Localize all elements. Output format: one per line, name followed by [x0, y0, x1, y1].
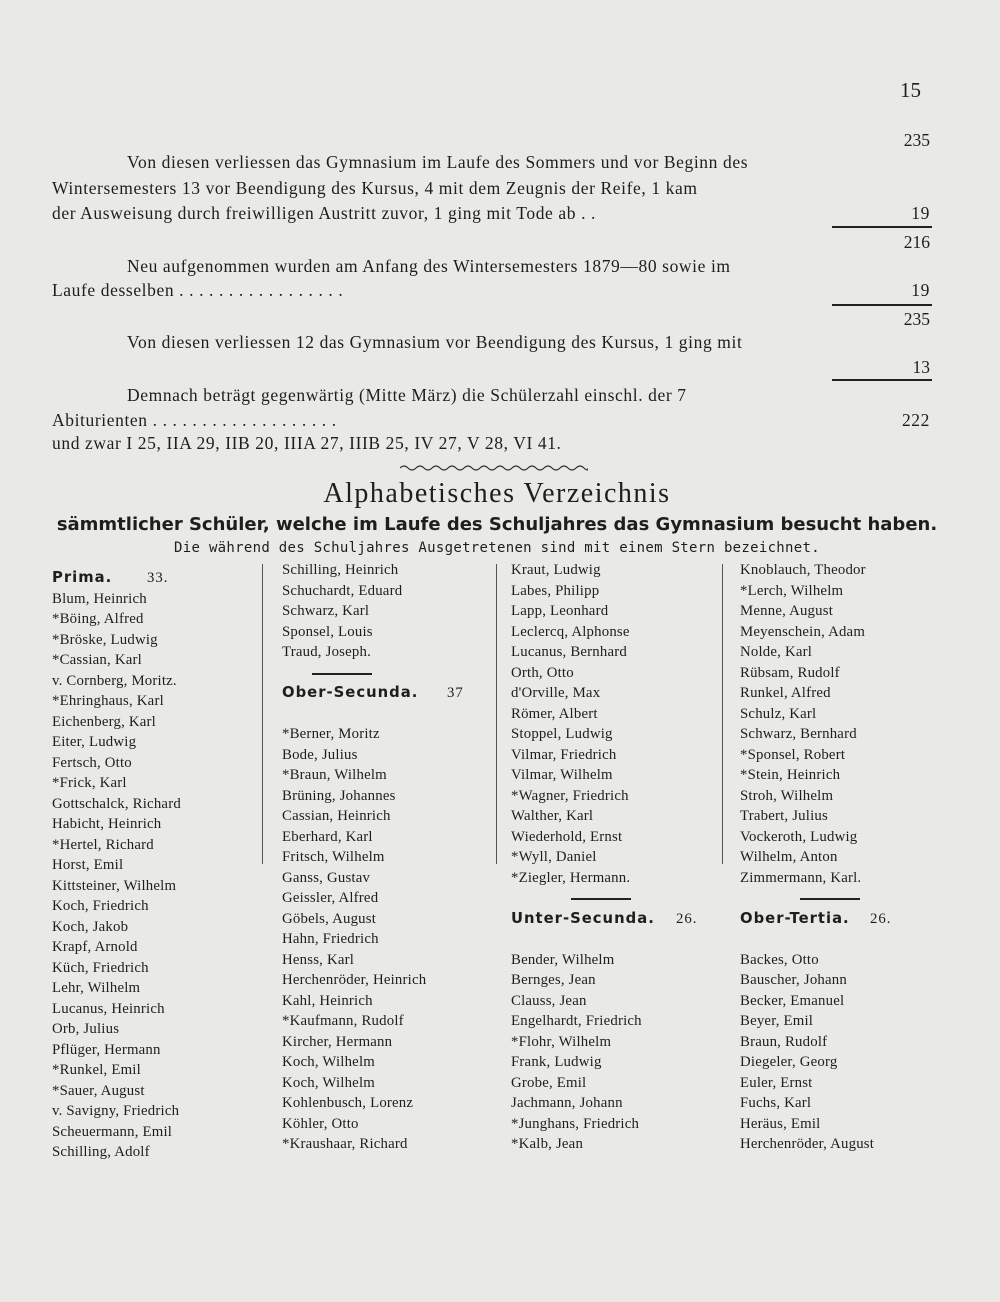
- student-entry: Herchenröder, Heinrich: [282, 972, 427, 988]
- para4-line2-text: Abiturienten . . . . . . . . . . . . . . . . . . .: [52, 410, 337, 430]
- para2-line2: [52, 280, 932, 306]
- student-column-4: [740, 560, 970, 1155]
- student-entry: Kahl, Heinrich: [282, 992, 373, 1009]
- student-entry: Schwarz, Karl: [282, 603, 370, 619]
- para2-line1: [52, 256, 932, 282]
- student-entry: Jachmann, Johann: [511, 1095, 623, 1111]
- student-entry: Rübsam, Rudolf: [740, 664, 840, 681]
- para1-line1: [52, 152, 932, 178]
- para1-line2: [52, 178, 932, 204]
- student-entry: Kohlenbusch, Lorenz: [282, 1095, 414, 1111]
- student-entry: Trabert, Julius: [740, 808, 828, 824]
- student-entry: Gottschalck, Richard: [52, 795, 181, 812]
- student-entry: Scheuermann, Emil: [52, 1123, 173, 1140]
- student-entry: Lehr, Wilhelm: [52, 980, 141, 996]
- student-entry: Kircher, Hermann: [282, 1033, 393, 1050]
- student-entry: Vilmar, Wilhelm: [511, 767, 613, 783]
- sum-rule-2: [832, 304, 932, 306]
- student-entry: Lapp, Leonhard: [511, 603, 609, 619]
- student-entry: Euler, Ernst: [740, 1074, 813, 1091]
- para4-line3: [52, 433, 932, 459]
- student-entry: Küch, Friedrich: [52, 959, 149, 976]
- class-heading-name: Unter-Secunda.: [511, 909, 655, 927]
- class-heading-count: 33.: [147, 570, 169, 586]
- student-entry: Eiter, Ludwig: [52, 734, 137, 750]
- student-entry: *Böing, Alfred: [52, 611, 144, 627]
- student-entry: *Bröske, Ludwig: [52, 631, 158, 648]
- para4-line1-text: Demnach beträgt gegenwärtig (Mitte März) die Schülerzahl einschl. der 7: [127, 385, 687, 405]
- class-heading-count: 26.: [676, 910, 698, 927]
- student-entry: Brüning, Johannes: [282, 787, 396, 804]
- student-entry: Diegeler, Georg: [740, 1054, 838, 1070]
- list-note: Die während des Schuljahres Ausgetretenen sind mit einem Stern bezeichnet.: [174, 540, 820, 556]
- student-entry: d'Orville, Max: [511, 685, 601, 701]
- student-entry: Engelhardt, Friedrich: [511, 1013, 642, 1029]
- para2-value: 19: [911, 280, 930, 300]
- student-entry: Geissler, Alfred: [282, 890, 379, 906]
- student-entry: Bernges, Jean: [511, 972, 596, 988]
- student-entry: Bauscher, Johann: [740, 972, 847, 988]
- list-title: Alphabetisches Verzeichnis: [323, 478, 671, 509]
- wavy-divider: [400, 464, 588, 472]
- student-entry: *Braun, Wilhelm: [282, 767, 387, 783]
- class-heading: [282, 683, 512, 704]
- column-divider-2: [496, 564, 497, 864]
- student-entry: Koch, Wilhelm: [282, 1054, 375, 1070]
- para1-line3: [52, 203, 932, 229]
- carry-in-value: 235: [903, 130, 930, 150]
- student-entry: Heräus, Emil: [740, 1115, 821, 1132]
- class-heading-name: Ober-Secunda.: [282, 684, 419, 701]
- para4-line3-text: und zwar I 25, IIA 29, IIB 20, IIIA 27, IIIB 25, IV 27, V 28, VI 41.: [52, 433, 562, 453]
- student-entry: Kraut, Ludwig: [511, 562, 601, 578]
- student-entry: Walther, Karl: [511, 808, 594, 824]
- student-entry: Schwarz, Bernhard: [740, 726, 857, 742]
- student-entry: *Junghans, Friedrich: [511, 1115, 640, 1132]
- student-entry: Fritsch, Wilhelm: [282, 849, 385, 865]
- para4-value: 222: [901, 410, 930, 430]
- student-entry: *Wagner, Friedrich: [511, 787, 629, 804]
- para3-value: 13: [912, 357, 930, 377]
- student-column-3: [511, 560, 741, 1155]
- student-entry: *Flohr, Wilhelm: [511, 1033, 612, 1050]
- student-entry: Stoppel, Ludwig: [511, 726, 613, 742]
- student-entry: *Ziegler, Hermann.: [511, 869, 631, 886]
- student-entry: Stroh, Wilhelm: [740, 787, 834, 804]
- column-divider-3: [722, 564, 723, 864]
- student-entry: Beyer, Emil: [740, 1013, 814, 1029]
- class-heading: [740, 909, 970, 930]
- student-entry: Habicht, Heinrich: [52, 816, 162, 832]
- class-heading: [511, 909, 741, 930]
- class-heading-count: 37: [447, 685, 464, 701]
- class-heading-count: 26.: [870, 910, 892, 927]
- student-entry: Orth, Otto: [511, 664, 574, 681]
- student-entry: *Kraushaar, Richard: [282, 1136, 408, 1152]
- para4-line1: [52, 385, 932, 411]
- student-entry: Blum, Heinrich: [52, 590, 147, 607]
- student-entry: Frank, Ludwig: [511, 1054, 602, 1070]
- student-entry: Kittsteiner, Wilhelm: [52, 877, 177, 894]
- section-gap: [282, 704, 512, 725]
- student-entry: *Stein, Heinrich: [740, 767, 841, 783]
- student-entry: Herchenröder, August: [740, 1136, 875, 1152]
- student-entry: *Sponsel, Robert: [740, 746, 846, 763]
- list-subtitle: sämmtlicher Schüler, welche im Laufe des Schuljahres das Gymnasium besucht haben.: [56, 514, 938, 535]
- para1-line1-text: Von diesen verliessen das Gymnasium im Laufe des Sommers und vor Beginn des: [127, 152, 749, 172]
- para1-value: 19: [911, 203, 930, 223]
- student-entry: Eberhard, Karl: [282, 828, 373, 845]
- para1-line3-text: der Ausweisung durch freiwilligen Austritt zuvor, 1 ging mit Tode ab . .: [52, 203, 597, 223]
- student-entry: *Kalb, Jean: [511, 1136, 584, 1152]
- class-heading-name: Prima.: [52, 569, 113, 586]
- subtotal-2: [832, 309, 932, 331]
- para3-line1-text: Von diesen verliessen 12 das Gymnasium vor Beendigung des Kursus, 1 ging mit: [127, 332, 743, 352]
- section-gap: [740, 929, 970, 950]
- student-entry: v. Savigny, Friedrich: [52, 1103, 180, 1119]
- section-gap: [511, 929, 741, 950]
- student-entry: Koch, Wilhelm: [282, 1074, 375, 1091]
- student-entry: Clauss, Jean: [511, 992, 587, 1009]
- student-entry: Lucanus, Heinrich: [52, 1000, 165, 1017]
- student-entry: Orb, Julius: [52, 1021, 120, 1037]
- para2-line2-text: Laufe desselben . . . . . . . . . . . . . . . . .: [52, 280, 344, 300]
- student-entry: Koch, Jakob: [52, 918, 129, 935]
- para3-total: [832, 357, 932, 379]
- student-entry: *Cassian, Karl: [52, 652, 142, 668]
- student-entry: *Hertel, Richard: [52, 836, 154, 853]
- student-entry: *Runkel, Emil: [52, 1062, 141, 1078]
- student-entry: Menne, August: [740, 603, 834, 619]
- student-entry: Sponsel, Louis: [282, 623, 373, 640]
- student-entry: Schilling, Adolf: [52, 1144, 150, 1160]
- student-entry: Schulz, Karl: [740, 705, 817, 722]
- student-entry: Traud, Joseph.: [282, 644, 371, 660]
- student-entry: Hahn, Friedrich: [282, 931, 379, 947]
- student-entry: *Frick, Karl: [52, 775, 127, 791]
- student-entry: Cassian, Heinrich: [282, 808, 391, 824]
- class-heading: [52, 568, 282, 589]
- student-entry: Labes, Philipp: [511, 582, 600, 599]
- student-entry: Schuchardt, Eduard: [282, 582, 403, 599]
- section-gap: [740, 888, 970, 909]
- student-column-2: [282, 560, 512, 1155]
- student-entry: Bender, Wilhelm: [511, 951, 615, 968]
- student-entry: Ganss, Gustav: [282, 869, 371, 886]
- student-entry: Fuchs, Karl: [740, 1095, 812, 1111]
- subtotal-1-value: 216: [903, 232, 930, 252]
- carry-in-total: [832, 130, 932, 152]
- student-entry: Vockeroth, Ludwig: [740, 828, 858, 845]
- section-gap: [511, 888, 741, 909]
- section-rule: [312, 673, 372, 675]
- para2-line1-text: Neu aufgenommen wurden am Anfang des Wintersemesters 1879—80 sowie im: [127, 256, 731, 276]
- student-entry: Zimmermann, Karl.: [740, 869, 862, 886]
- column-divider-1: [262, 564, 263, 864]
- para3-line1: [52, 332, 932, 358]
- student-entry: Vilmar, Friedrich: [511, 746, 617, 763]
- sum-rule-1: [832, 226, 932, 228]
- student-entry: Wilhelm, Anton: [740, 849, 838, 865]
- student-column-1: [52, 568, 282, 1163]
- student-entry: v. Cornberg, Moritz.: [52, 672, 177, 689]
- student-entry: Wiederhold, Ernst: [511, 828, 623, 845]
- class-heading-name: Ober-Tertia.: [740, 909, 850, 927]
- student-entry: Pflüger, Hermann: [52, 1041, 161, 1058]
- student-entry: *Lerch, Wilhelm: [740, 582, 844, 599]
- student-entry: Horst, Emil: [52, 857, 124, 873]
- page-number: 15: [900, 78, 921, 102]
- student-entry: Leclercq, Alphonse: [511, 623, 630, 640]
- student-entry: Lucanus, Bernhard: [511, 644, 627, 660]
- student-entry: Krapf, Arnold: [52, 939, 138, 955]
- section-rule: [800, 898, 860, 900]
- subtotal-1: [832, 232, 932, 254]
- subtotal-2-value: 235: [903, 309, 930, 329]
- para1-line2-text: Wintersemesters 13 vor Beendigung des Kursus, 4 mit dem Zeugnis der Reife, 1 kam: [52, 178, 698, 198]
- student-entry: Fertsch, Otto: [52, 754, 132, 771]
- student-entry: Römer, Albert: [511, 705, 598, 722]
- student-entry: Grobe, Emil: [511, 1074, 587, 1091]
- student-entry: Meyenschein, Adam: [740, 623, 866, 640]
- student-entry: *Kaufmann, Rudolf: [282, 1013, 404, 1029]
- section-gap: [282, 663, 512, 684]
- student-entry: Eichenberg, Karl: [52, 713, 156, 730]
- student-entry: *Wyll, Daniel: [511, 849, 597, 865]
- student-entry: Nolde, Karl: [740, 644, 813, 660]
- student-entry: Henss, Karl: [282, 951, 355, 968]
- student-entry: Köhler, Otto: [282, 1115, 359, 1132]
- student-entry: Schilling, Heinrich: [282, 562, 399, 578]
- student-entry: Runkel, Alfred: [740, 685, 831, 701]
- student-entry: Koch, Friedrich: [52, 898, 149, 914]
- section-rule: [571, 898, 631, 900]
- student-entry: Bode, Julius: [282, 746, 358, 763]
- student-entry: *Ehringhaus, Karl: [52, 693, 164, 709]
- student-entry: Göbels, August: [282, 910, 377, 927]
- student-entry: Braun, Rudolf: [740, 1033, 828, 1050]
- student-entry: Backes, Otto: [740, 951, 819, 968]
- student-entry: Becker, Emanuel: [740, 992, 845, 1009]
- student-entry: *Sauer, August: [52, 1082, 145, 1099]
- student-entry: *Berner, Moritz: [282, 726, 380, 742]
- sum-rule-3: [832, 379, 932, 381]
- student-entry: Knoblauch, Theodor: [740, 562, 866, 578]
